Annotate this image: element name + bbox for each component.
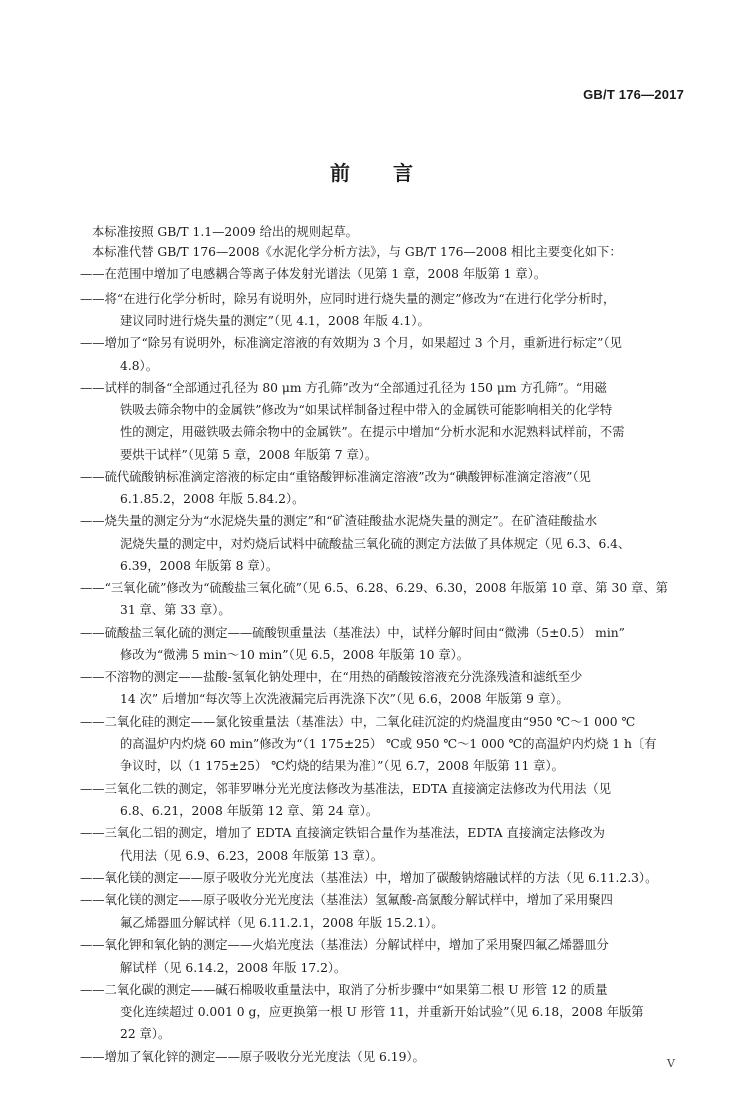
text-line: 本标准按照 GB/T 1.1—2009 给出的规则起草。 <box>92 225 358 239</box>
page-number: V <box>667 1057 675 1070</box>
list-item: ——氧化镁的测定——原子吸收分光光度法（基准法）氢氟酸-高氯酸分解试样中，增加了采用聚四 <box>80 893 613 907</box>
list-item: ——硫代硫酸钠标准滴定溶液的标定由“重铬酸钾标准滴定溶液”改为“碘酸钾标准滴定溶液”（见 <box>80 470 591 484</box>
list-item-continuation: 铁吸去筛余物中的金属铁”修改为“如果试样制备过程中带入的金属铁可能影响相关的化学特 <box>120 403 613 417</box>
list-item: ——在范围中增加了电感耦合等离子体发射光谱法（见第 1 章，2008 年版第 1 章）。 <box>80 267 547 281</box>
list-item-continuation: 6.1.85.2，2008 年版 5.84.2）。 <box>120 492 305 506</box>
list-item-continuation: 泥烧失量的测定中，对灼烧后试料中硫酸盐三氧化硫的测定方法做了具体规定（见 6.3、6.4、 <box>120 537 631 551</box>
list-item-continuation: 4.8）。 <box>120 359 158 373</box>
list-item: ——烧失量的测定分为“水泥烧失量的测定”和“矿渣硅酸盐水泥烧失量的测定”。在矿渣硅酸盐水 <box>80 514 598 528</box>
list-item-continuation: 22 章）。 <box>120 1027 171 1041</box>
page-title: 前 言 <box>330 161 431 185</box>
list-item-continuation: 要烘干试样”（见第 5 章，2008 年版第 7 章）。 <box>120 448 378 462</box>
list-item: ——二氧化硅的测定——氯化铵重量法（基准法）中，二氧化硅沉淀的灼烧温度由“950 ℃～1 000 ℃ <box>80 715 636 729</box>
list-item-continuation: 解试样（见 6.14.2，2008 年版 17.2）。 <box>120 961 347 975</box>
list-item-continuation: 变化连续超过 0.001 0 g，应更换第一根 U 形管 11，并重新开始试验”（见 6.18，2008 年版第 <box>120 1005 644 1019</box>
list-item-continuation: 氟乙烯器皿分解试样（见 6.11.2.1，2008 年版 15.2.1）。 <box>120 916 444 930</box>
list-item-continuation: 争议时，以（1 175±25） ℃灼烧的结果为准〕”（见 6.7，2008 年版第 11 章）。 <box>120 759 564 773</box>
list-item-continuation: 6.39，2008 年版第 8 章）。 <box>120 559 279 573</box>
list-item: ——三氧化二铝的测定，增加了 EDTA 直接滴定铁铝合量作为基准法，EDTA 直接滴定法修改为 <box>80 826 605 840</box>
text-line: 本标准代替 GB/T 176—2008《水泥化学分析方法》，与 GB/T 176—2008 相比主要变化如下： <box>92 245 622 259</box>
list-item: ——氧化钾和氧化钠的测定——火焰光度法（基准法）分解试样中，增加了采用聚四氟乙烯器皿分 <box>80 938 609 952</box>
list-item: ——增加了“除另有说明外，标准滴定溶液的有效期为 3 个月，如果超过 3 个月，重新进行标定”（见 <box>80 336 622 350</box>
list-item: ——“三氧化硫”修改为“硫酸盐三氧化硫”（见 6.5、6.28、6.29、6.30，2008 年版第 10 章、第 30 章、第 <box>80 581 668 595</box>
standard-code: GB/T 176—2017 <box>583 87 684 102</box>
list-item-continuation: 6.8、6.21，2008 年版第 12 章、第 24 章）。 <box>120 804 379 818</box>
list-item: ——试样的制备“全部通过孔径为 80 μm 方孔筛”改为“全部通过孔径为 150 μm 方孔筛”。“用磁 <box>80 381 607 395</box>
list-item-continuation: 代用法（见 6.9、6.23，2008 年版第 13 章）。 <box>120 849 384 863</box>
list-item: ——氧化镁的测定——原子吸收分光光度法（基准法）中，增加了碳酸钠熔融试样的方法（见 6.11.2.3）。 <box>80 871 658 885</box>
list-item: ——不溶物的测定——盐酸-氢氧化钠处理中，在“用热的硝酸铵溶液充分洗涤残渣和滤纸至少 <box>80 670 583 684</box>
list-item-continuation: 31 章、第 33 章）。 <box>120 603 231 617</box>
list-item: ——三氧化二铁的测定，邻菲罗啉分光光度法修改为基准法，EDTA 直接滴定法修改为代用法（见 <box>80 782 612 796</box>
list-item-continuation: 建议同时进行烧失量的测定”（见 4.1，2008 年版 4.1）。 <box>120 314 430 328</box>
list-item: ——硫酸盐三氧化硫的测定——硫酸钡重量法（基准法）中，试样分解时间由“微沸（5±0.5） min” <box>80 626 625 640</box>
list-item-continuation: 修改为“微沸 5 min～10 min”（见 6.5，2008 年版第 10 章）。 <box>120 648 470 662</box>
list-item-continuation: 14 次” 后增加“每次等上次洗液漏完后再洗涤下次”（见 6.6，2008 年版第 9 章）。 <box>120 692 569 706</box>
list-item-continuation: 性的测定，用磁铁吸去筛余物中的金属铁”。在提示中增加“分析水泥和水泥熟料试样前，不需 <box>120 425 625 439</box>
list-item: ——增加了氧化锌的测定——原子吸收分光光度法（见 6.19）。 <box>80 1050 425 1064</box>
list-item: ——将“在进行化学分析时，除另有说明外，应同时进行烧失量的测定”修改为“在进行化学分析时， <box>80 292 616 306</box>
list-item: ——二氧化碳的测定——碱石棉吸收重量法中，取消了分析步骤中“如果第二根 U 形管 12 的质量 <box>80 983 608 997</box>
list-item-continuation: 的高温炉内灼烧 60 min”修改为“（1 175±25） ℃或 950 ℃～1 000 ℃的高温炉内灼烧 1 h〔有 <box>120 737 657 751</box>
